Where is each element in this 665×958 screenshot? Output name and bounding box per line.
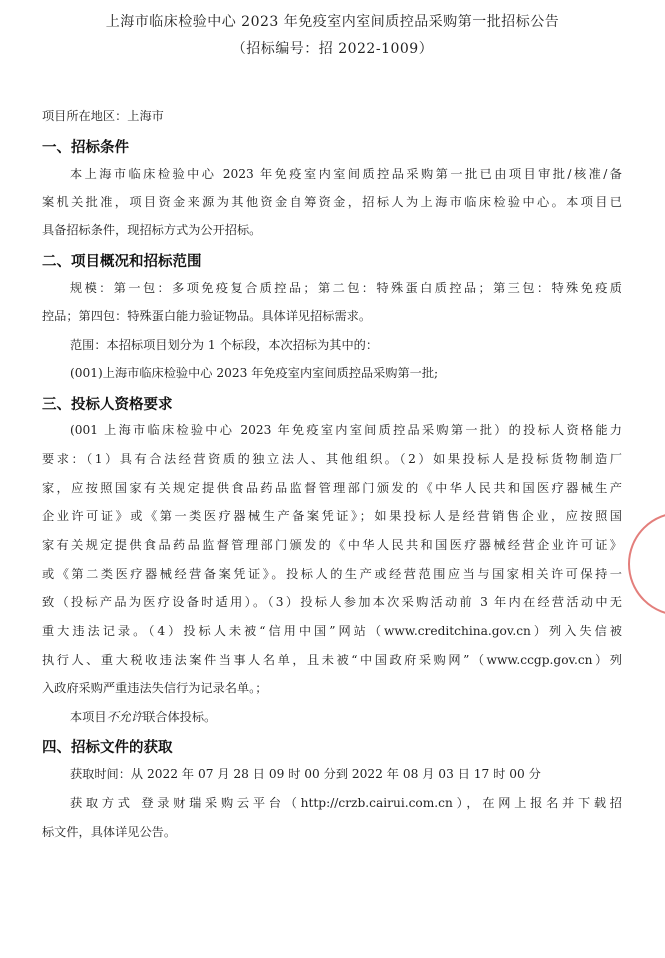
section-1-line: 具备招标条件，现招标方式为公开招标。 [42,223,262,237]
document-title: 上海市临床检验中心 2023 年免疫室内室间质控品采购第一批招标公告 [105,14,560,30]
section-2-line: (001)上海市临床检验中心 2023 年免疫室内室间质控品采购第一批; [70,366,439,380]
section-3-line: (001 上海市临床检验中心 2023 年免疫室内室间质控品采购第一批）的投标人资格能力 [70,423,622,437]
acquisition-method: 获取方式 登录财瑞采购云平台（http://crzb.cairui.com.cn），在网上报名并下载招 [70,796,622,810]
consortium-note [70,709,622,725]
section-3-heading: 三、投标人资格要求 [42,397,173,413]
section-3-line: 家有关规定提供食品药品监督管理部门颁发的《中华人民共和国医疗器械经营企业许可证》 [42,538,622,552]
official-seal [628,512,665,616]
section-2-line: 范围：本招标项目划分为 1 个标段，本次招标为其中的： [70,338,379,352]
section-2-line: 规模：第一包：多项免疫复合质控品；第二包：特殊蛋白质控品；第三包：特殊免疫质 [70,281,622,295]
project-location: 项目所在地区：上海市 [42,109,164,123]
section-3-line: 企业许可证》或《第一类医疗器械生产备案凭证》；如果投标人是经营销售企业，应按照国 [42,509,622,523]
section-3-line: 或《第二类医疗器械经营备案凭证》。投标人的生产或经营范围应当与国家相关许可保持一 [42,567,622,581]
section-3-line: 重大违法记录。（4）投标人未被“信用中国”网站（www.creditchina.gov.cn）列入失信被 [42,624,622,638]
section-2-heading: 二、项目概况和招标范围 [42,254,202,270]
consortium-prefix: 本项目 [70,710,107,724]
consortium-suffix: 联合体投标。 [143,710,217,724]
acquisition-method-cont: 标文件，具体详见公告。 [42,825,177,839]
section-1-line: 本上海市临床检验中心 2023 年免疫室内室间质控品采购第一批已由项目审批/核准/备 [70,167,622,181]
section-4-heading: 四、招标文件的获取 [42,740,173,756]
consortium-emphasis: 不允许 [106,710,144,724]
section-3-line: 致（投标产品为医疗设备时适用）。（3）投标人参加本次采购活动前 3 年内在经营活动中无 [42,595,622,609]
section-1-heading: 一、招标条件 [42,140,129,156]
acquisition-time: 获取时间：从 2022 年 07 月 28 日 09 时 00 分到 2022 年 08 月 03 日 17 时 00 分 [70,767,541,781]
section-3-line: 要求：（1）具有合法经营资质的独立法人、其他组织。（2）如果投标人是投标货物制造厂 [42,452,622,466]
section-1-line: 案机关批准，项目资金来源为其他资金自筹资金，招标人为上海市临床检验中心。本项目已 [42,195,622,209]
section-3-line: 执行人、重大税收违法案件当事人名单，且未被“中国政府采购网”（www.ccgp.gov.cn）列 [42,653,622,667]
tender-number: （招标编号：招 2022-1009） [231,41,434,57]
section-3-line: 入政府采购严重违法失信行为记录名单。； [42,681,268,695]
section-2-line: 控品；第四包：特殊蛋白能力验证物品。具体详见招标需求。 [42,309,372,323]
section-3-line: 家，应按照国家有关规定提供食品药品监督管理部门颁发的《中华人民共和国医疗器械生产 [42,481,622,495]
